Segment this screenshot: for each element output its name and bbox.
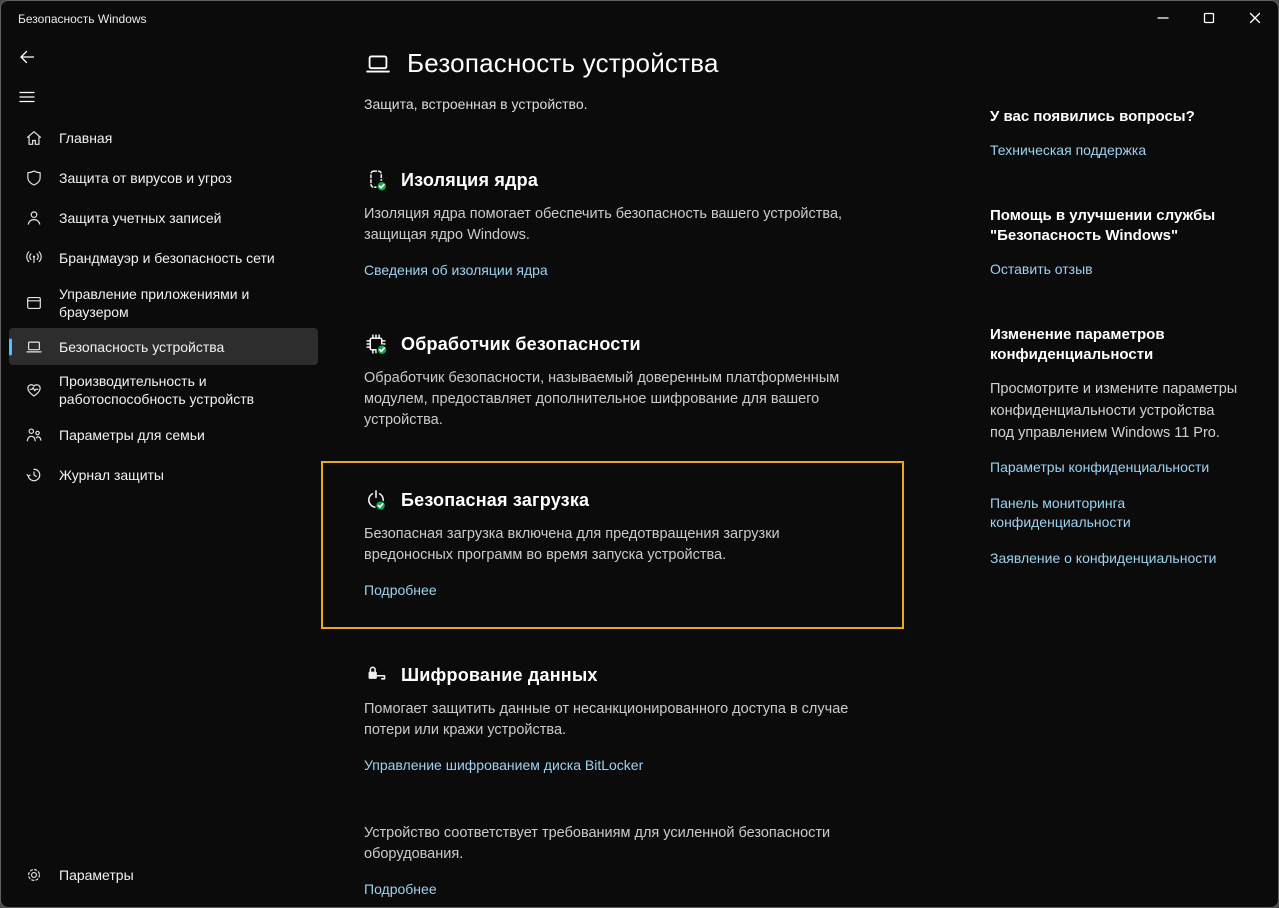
sidebar-item-settings[interactable] xyxy=(9,855,318,895)
privacy-settings-link[interactable]: Параметры конфиденциальности xyxy=(990,459,1210,475)
privacy-dashboard-link[interactable]: Панель мониторинга конфиденциальности xyxy=(990,495,1131,530)
sidebar-item-label: Главная xyxy=(59,130,113,146)
sidebar xyxy=(9,118,318,495)
hardware-security-note xyxy=(364,823,864,899)
sidebar-item-label: Журнал защиты xyxy=(59,467,164,483)
page-header xyxy=(364,48,864,79)
window-title: Безопасность Windows xyxy=(18,12,147,26)
titlebar xyxy=(1,1,1278,39)
laptop-icon xyxy=(25,338,43,356)
sidebar-item-account-protection[interactable] xyxy=(9,198,318,238)
maximize-button[interactable] xyxy=(1186,1,1232,35)
device-health-icon xyxy=(25,381,43,399)
secure-boot-highlight-box xyxy=(321,461,904,629)
sidebar-item-home[interactable] xyxy=(9,118,318,158)
shield-icon xyxy=(25,169,43,187)
help-heading: У вас появились вопросы? xyxy=(990,108,1195,125)
maximize-icon xyxy=(1203,12,1215,24)
help-heading: Изменение параметров конфиденциальности xyxy=(990,326,1165,363)
sidebar-item-label: Защита от вирусов и угроз xyxy=(59,170,232,186)
home-icon xyxy=(25,129,43,147)
security-processor-icon xyxy=(364,332,388,356)
section-secure-boot xyxy=(364,488,862,600)
sidebar-item-virus-threat-protection[interactable] xyxy=(9,158,318,198)
back-button[interactable] xyxy=(12,44,42,74)
sidebar-item-protection-history[interactable] xyxy=(9,455,318,495)
gear-icon xyxy=(25,866,43,884)
help-block-questions xyxy=(990,107,1242,160)
close-icon xyxy=(1249,12,1261,24)
person-icon xyxy=(25,209,43,227)
core-isolation-details-link[interactable]: Сведения об изоляции ядра xyxy=(364,262,548,278)
sidebar-item-family-options[interactable] xyxy=(9,415,318,455)
main-content xyxy=(364,48,864,899)
sidebar-item-label: Производительность и работоспособность устройств xyxy=(59,373,255,407)
back-arrow-icon xyxy=(17,47,37,72)
sidebar-item-firewall-network[interactable] xyxy=(9,238,318,278)
hamburger-menu-button[interactable] xyxy=(12,84,42,114)
section-description: Безопасная загрузка включена для предотвращения загрузки вредоносных программ во время запуска устройства. xyxy=(364,526,780,563)
sidebar-item-label: Защита учетных записей xyxy=(59,210,222,226)
help-sidebar xyxy=(990,107,1242,568)
section-title: Изоляция ядра xyxy=(401,169,539,190)
minimize-icon xyxy=(1157,12,1169,24)
sidebar-item-label: Параметры для семьи xyxy=(59,427,205,443)
laptop-icon xyxy=(364,50,392,78)
section-title: Безопасная загрузка xyxy=(401,489,590,510)
bitlocker-management-link[interactable]: Управление шифрованием диска BitLocker xyxy=(364,757,644,773)
sidebar-item-device-performance-health[interactable] xyxy=(9,365,318,415)
hardware-security-details-link[interactable]: Подробнее xyxy=(364,881,437,897)
help-block-feedback xyxy=(990,206,1242,279)
network-icon xyxy=(25,249,43,267)
secure-boot-details-link[interactable]: Подробнее xyxy=(364,582,437,598)
encryption-key-icon xyxy=(364,663,388,687)
feedback-link[interactable]: Оставить отзыв xyxy=(990,261,1093,277)
note-text: Устройство соответствует требованиям для усиленной безопасности оборудования. xyxy=(364,825,831,862)
app-window-icon xyxy=(25,294,43,312)
section-description: Помогает защитить данные от несанкционированного доступа в случае потери или кражи устройства. xyxy=(364,701,849,738)
section-title: Шифрование данных xyxy=(401,664,598,685)
section-security-processor xyxy=(364,332,864,431)
privacy-statement-link[interactable]: Заявление о конфиденциальности xyxy=(990,550,1217,566)
sidebar-item-label: Брандмауэр и безопасность сети xyxy=(59,250,275,266)
sidebar-item-label: Параметры xyxy=(59,867,134,883)
page-title: Безопасность устройства xyxy=(407,48,719,78)
minimize-button[interactable] xyxy=(1140,1,1186,35)
page-subtitle: Защита, встроенная в устройство. xyxy=(364,96,588,112)
section-title: Обработчик безопасности xyxy=(401,333,641,354)
sidebar-item-label: Безопасность устройства xyxy=(59,338,225,355)
sidebar-item-app-browser-control[interactable] xyxy=(9,278,318,328)
privacy-text: Просмотрите и измените параметры конфиденциальности устройства под управлением Windows 11 Pro. xyxy=(990,381,1238,441)
sidebar-item-device-security[interactable] xyxy=(9,328,318,365)
section-data-encryption xyxy=(364,663,864,775)
section-description: Изоляция ядра помогает обеспечить безопасность вашего устройства, защищая ядро Windows. xyxy=(364,206,843,243)
history-icon xyxy=(25,466,43,484)
core-isolation-icon xyxy=(364,168,388,192)
tech-support-link[interactable]: Техническая поддержка xyxy=(990,142,1147,158)
hamburger-icon xyxy=(18,88,36,111)
window-controls xyxy=(1140,1,1278,35)
section-core-isolation xyxy=(364,168,864,280)
close-button[interactable] xyxy=(1232,1,1278,35)
sidebar-footer xyxy=(9,855,318,895)
secure-boot-icon xyxy=(364,488,388,512)
help-heading: Помощь в улучшении службы "Безопасность Windows" xyxy=(990,207,1216,244)
help-block-privacy xyxy=(990,325,1242,568)
section-description: Обработчик безопасности, называемый доверенным платформенным модулем, предоставляет дополнительное шифрование для вашего устройства. xyxy=(364,370,840,428)
sidebar-item-label: Управление приложениями и браузером xyxy=(59,286,250,320)
family-icon xyxy=(25,426,43,444)
